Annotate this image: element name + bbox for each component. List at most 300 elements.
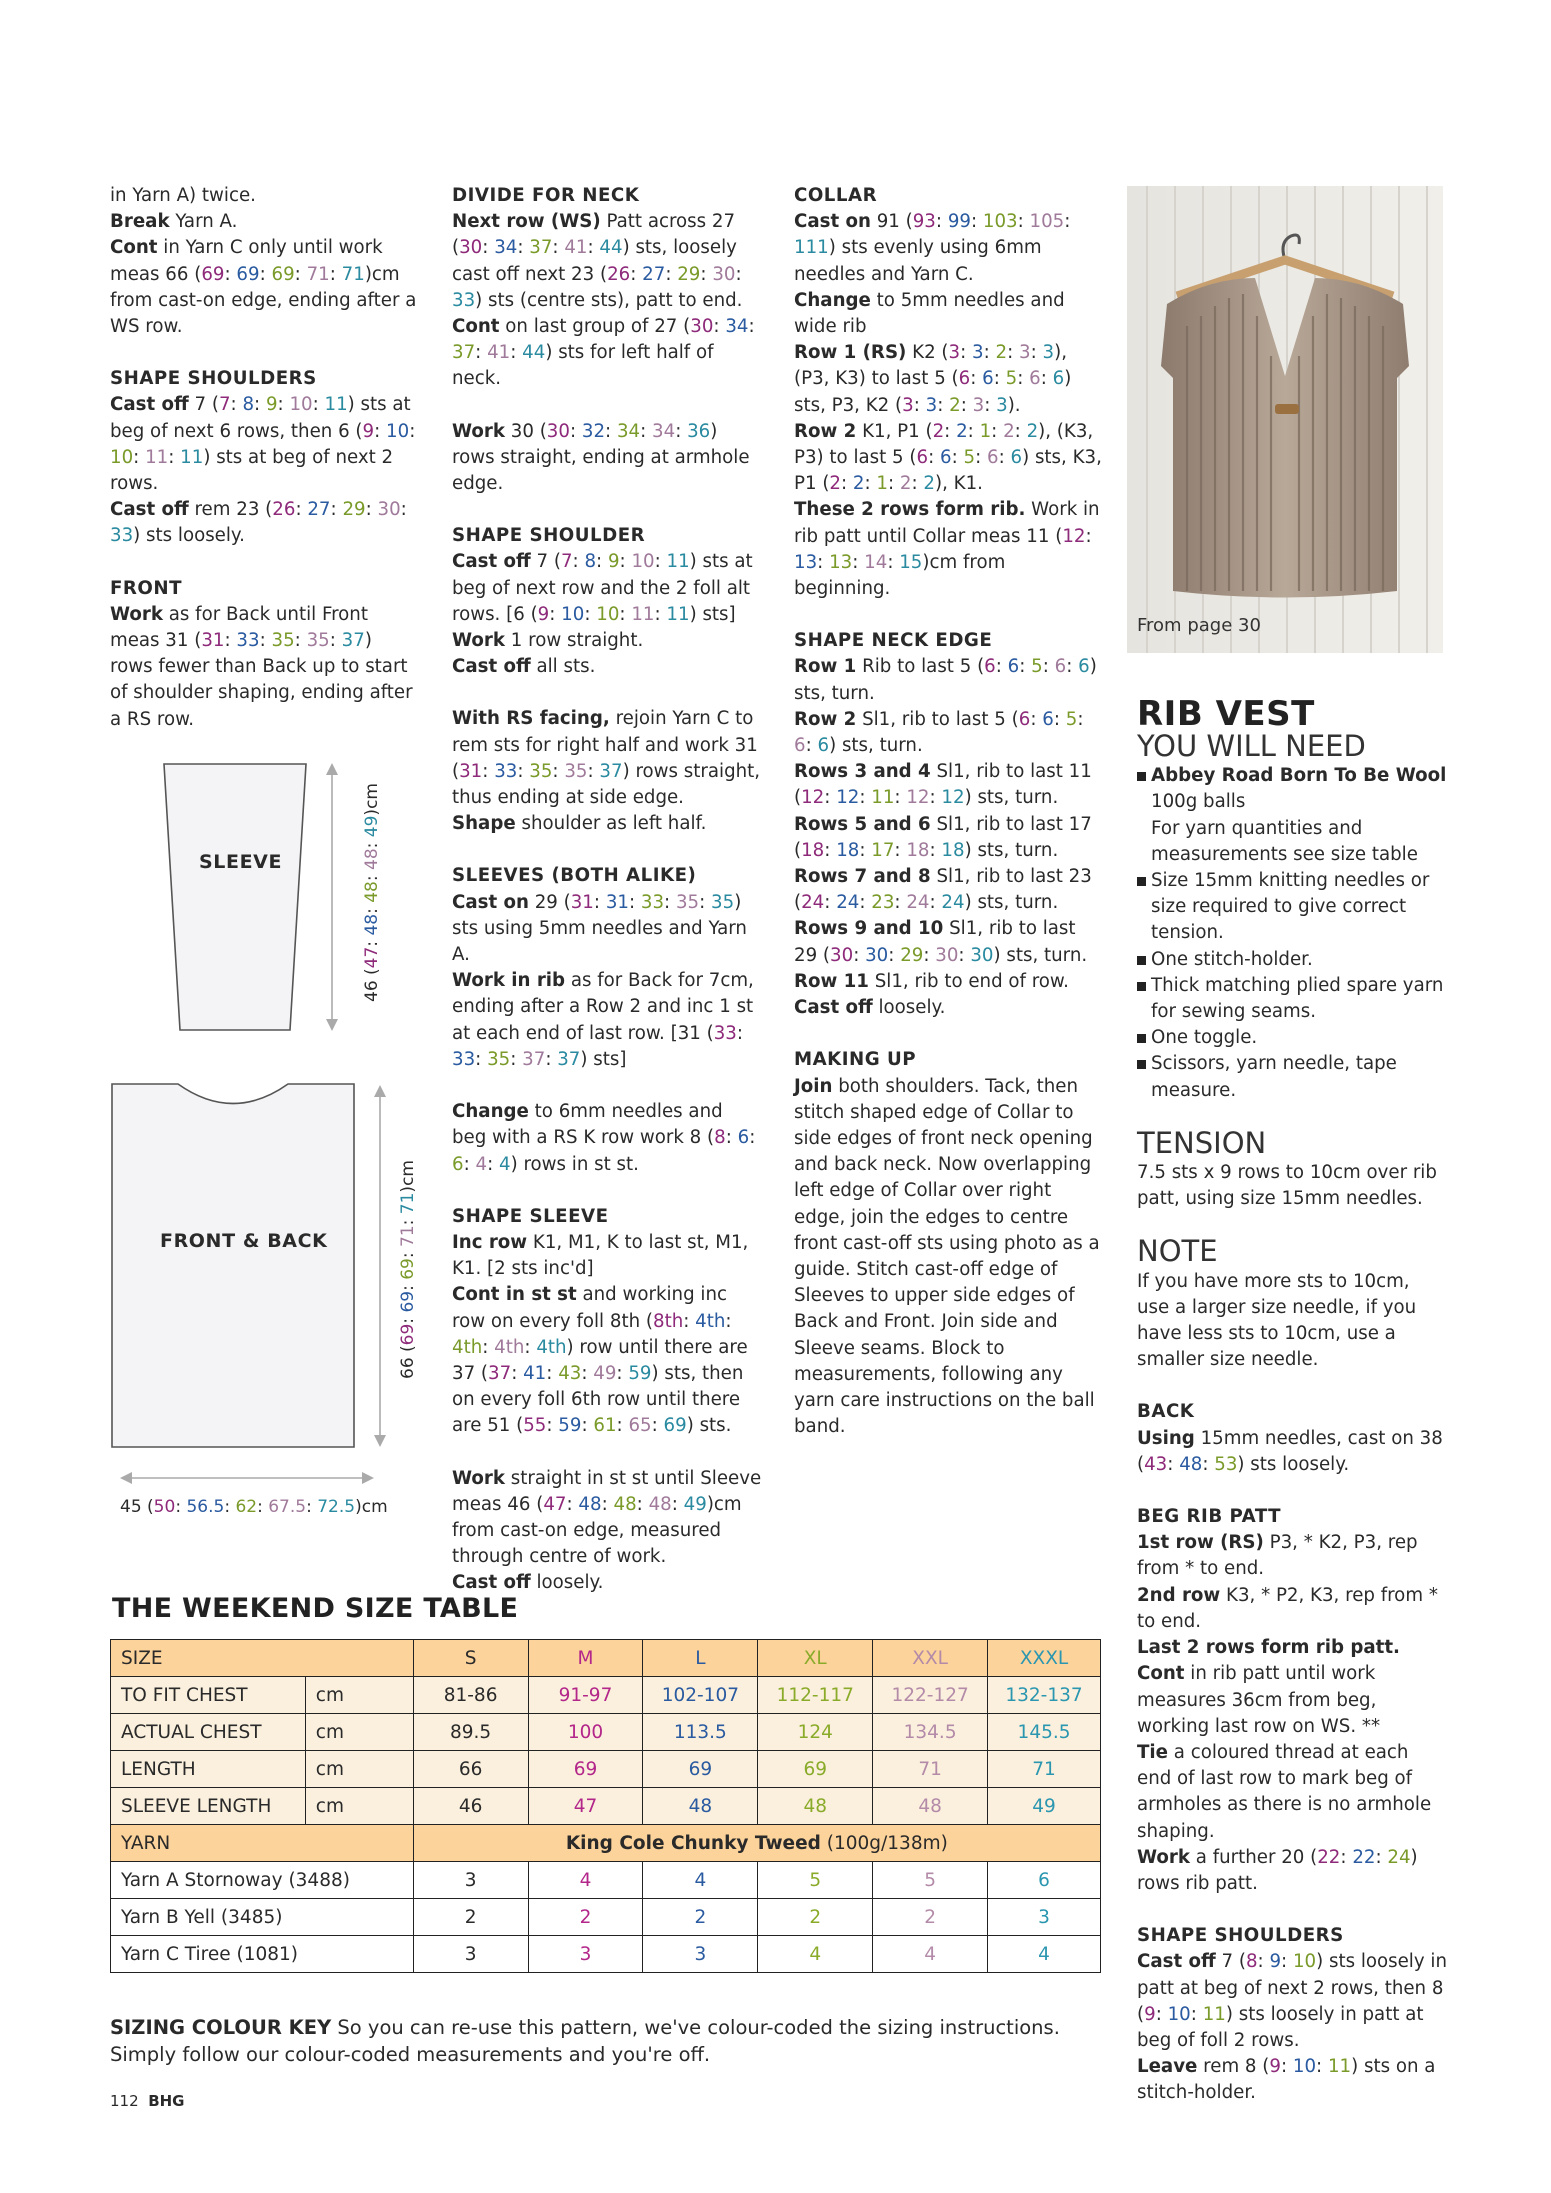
text: ) sts. xyxy=(686,1415,732,1437)
size-xxl: 30 xyxy=(935,944,959,966)
size-l: 34 xyxy=(725,316,749,338)
size-xxl: 30 xyxy=(712,263,736,285)
table-cell: 81-86 xyxy=(413,1677,528,1714)
size-table-title: THE WEEKEND SIZE TABLE xyxy=(112,1593,519,1624)
text: on last group of 27 ( xyxy=(499,316,691,338)
size-xxxl: 49 xyxy=(683,1493,707,1515)
table-cell: 4 xyxy=(758,1936,873,1973)
collar-section: COLLAR Cast on 91 (93: 99: 103: 105: 111) sts evenly using 6mm needles and Yarn C. Change to 5mm needles and wide rib Row 1 (RS) K2 (3: 3: 2: 3: 3), (P3, K3) to last 5 (6: 6: 5: 6: 6) sts, P3, K2 (3: 3: 2: 3: 3). Row 2 K1, P1 (2: 2: 1: 2: 2), (K3, P3) to last 5 (6: 6: 5: 6: 6) sts, K3, P1 (2: 2: 1: 2: 2), K1. These 2 rows form rib. Work in rib patt until Collar meas 11 (12: 13: 13: 14: 15)cm from beginning. xyxy=(794,183,1104,602)
size-xxl: 41 xyxy=(564,237,588,259)
text: ) sts] xyxy=(580,1048,627,1070)
text: ) rows fewer than Back up to start of shoulder shaping, ending after a RS row. xyxy=(110,630,413,730)
size-l: 24 xyxy=(836,892,860,914)
text: to 5mm needles and wide rib xyxy=(794,289,1065,338)
size-table xyxy=(110,1639,1101,1973)
size-xl: 29 xyxy=(342,499,366,521)
size-l: 69 xyxy=(236,263,260,285)
size-m: 26 xyxy=(272,499,296,521)
keyword: Rows 9 and 10 xyxy=(794,918,944,940)
text: both shoulders. Tack, then stitch shaped edge of Collar to side edges of front neck opening and back neck. Now overlapping left edge of Collar over right edge, join the edges to centre front cast-off sts using photo as a guide. Stitch cast-off edge of Sleeves to upper side edges of Back and Front. Join side and Sleeve seams. Block to measurements, following any yarn care instructions on the ball band. xyxy=(794,1075,1100,1438)
shape-neck-edge-section: SHAPE NECK EDGE Row 1 Rib to last 5 (6: 6: 5: 6: 6) sts, turn. Row 2 Sl1, rib to last 5 (6: 6: 5: 6: 6) sts, turn. Rows 3 and 4 Sl1, rib to last 11 (12: 12: 11: 12: 12) sts, turn. Rows 5 and 6 Sl1, rib to last 17 (18: 18: 17: 18: 18) sts, turn. Rows 7 and 8 Sl1, rib to last 23 (24: 24: 23: 24: 24) sts, turn. Rows 9 and 10 Sl1, rib to last 29 (30: 30: 29: 30: 30) sts, turn. Row 11 Sl1, rib to end of row. Cast off loosely. xyxy=(794,628,1104,1021)
text: loosely. xyxy=(872,997,946,1019)
arrow-head-left xyxy=(120,1472,132,1484)
size-xxl: 48 xyxy=(362,848,382,870)
size-l: 3 xyxy=(972,342,984,364)
front-back-label: FRONT & BACK xyxy=(160,1230,328,1252)
table-cell: 4 xyxy=(988,1936,1101,1973)
size-xxl: 65 xyxy=(628,1415,652,1437)
keyword: Work xyxy=(452,1467,505,1489)
size-xl: 11 xyxy=(871,787,895,809)
size-l: 33 xyxy=(494,760,518,782)
text: Sl1, rib to last 11 ( xyxy=(794,761,1092,809)
back-section: BACK Using 15mm needles, cast on 38 (43: 48: 53) sts loosely. xyxy=(1137,1399,1447,1478)
text: 30 ( xyxy=(504,420,547,442)
size-m: 30 xyxy=(690,316,714,338)
size-xxl: 6 xyxy=(794,735,806,757)
keyword: Inc row xyxy=(452,1231,528,1253)
keyword: Row 11 xyxy=(794,970,869,992)
yarn-name xyxy=(413,1825,1100,1862)
rib-vest-photo xyxy=(1127,186,1443,653)
sizing-colour-key xyxy=(110,2014,1110,2068)
keyword: Row 1 xyxy=(794,656,857,678)
text: ) sts loosely. xyxy=(133,525,245,547)
size-xxl: 3 xyxy=(972,394,985,416)
magazine-name: BHG xyxy=(148,2092,185,2110)
yarn-header-row xyxy=(111,1825,1101,1862)
size-xl: 33 xyxy=(640,891,665,913)
text: ) rows in st st. xyxy=(510,1153,639,1175)
size-l: 2 xyxy=(852,473,865,495)
size-l: 3 xyxy=(925,394,938,416)
size-m: 93 xyxy=(912,211,936,233)
front-back-dimension: 66 (69: 69: 69: 71: 71)cm xyxy=(398,1160,418,1379)
yarn-row xyxy=(111,1936,1101,1973)
size-m: 9 xyxy=(362,420,375,442)
keyword: 2nd row xyxy=(1137,1584,1221,1606)
table-cell: 132-137 xyxy=(988,1677,1101,1714)
size-m: 30 xyxy=(546,420,570,442)
text: ) sts, turn. xyxy=(964,839,1059,861)
size-xl: 13 xyxy=(829,551,853,573)
size-m: 2 xyxy=(829,473,841,495)
text: Sl1, rib to end of row. xyxy=(868,970,1069,992)
size-m: 8 xyxy=(714,1127,726,1149)
size-xxxl: 18 xyxy=(941,839,965,861)
text: ) sts] xyxy=(689,603,736,625)
size-xxl: 71 xyxy=(398,1225,418,1247)
table-cell: 112-117 xyxy=(758,1677,873,1714)
size-xxl: 6 xyxy=(1029,368,1041,390)
size-m: 50 xyxy=(153,1497,176,1517)
size-xl: 29 xyxy=(677,263,701,285)
size-xl: 9 xyxy=(265,394,278,416)
size-xxl: 34 xyxy=(652,420,676,442)
size-l: 13 xyxy=(794,551,818,573)
width-dimension: 45 (50: 56.5: 62: 67.5: 72.5)cm xyxy=(120,1497,388,1517)
size-l: 10 xyxy=(1167,2003,1191,2025)
table-cell: 71 xyxy=(873,1751,988,1788)
size-xxxl: 30 xyxy=(970,944,994,966)
size-xxxl: 3 xyxy=(996,394,1008,416)
size-xxxl: 11 xyxy=(180,446,204,468)
row-label: TO FIT CHEST xyxy=(111,1677,306,1714)
keyword: Tie xyxy=(1137,1741,1168,1763)
yarn-label: YARN xyxy=(111,1825,414,1862)
size-xxxl: 6 xyxy=(1010,447,1023,469)
size-xxxl: 6 xyxy=(1078,656,1090,678)
text: ) sts, then on every foll 6th row until there are 51 ( xyxy=(452,1362,744,1437)
size-m: 37 xyxy=(488,1362,512,1384)
size-xl: 2 xyxy=(995,342,1008,364)
column-1 xyxy=(110,183,420,733)
size-xl: 37 xyxy=(529,237,553,259)
size-xl: 10 xyxy=(1292,1951,1317,1973)
size-m: 69 xyxy=(398,1323,418,1346)
size-l: 99 xyxy=(947,211,971,233)
size-xl: 1 xyxy=(979,420,992,442)
size-l: 12 xyxy=(836,787,860,809)
size-xl: 48 xyxy=(613,1493,637,1515)
table-row xyxy=(111,1751,1101,1788)
yarn-spec: (100g/138m) xyxy=(820,1832,948,1854)
size-xl: 10 xyxy=(110,446,134,468)
size-l: 2 xyxy=(956,420,968,442)
text: Rib to last 5 ( xyxy=(856,656,985,678)
row-unit: cm xyxy=(305,1677,413,1714)
keyword: Cast on xyxy=(452,891,529,913)
size-xl: 29 xyxy=(900,944,924,966)
table-cell: 69 xyxy=(758,1751,873,1788)
keyword: Cast off xyxy=(1137,1951,1216,1973)
text: as for Back for 7cm, ending after a Row 2 and inc 1 st at each end of last row. [31 ( xyxy=(452,970,754,1044)
note-section xyxy=(1137,1234,1447,1373)
size-xxxl: 12 xyxy=(941,787,965,809)
size-xxl: 10 xyxy=(289,394,313,416)
text: K2 ( xyxy=(906,342,949,364)
need-item: One toggle. xyxy=(1137,1025,1447,1051)
table-cell: 2 xyxy=(413,1899,528,1936)
size-xxxl: 24 xyxy=(941,892,965,914)
table-cell: 134.5 xyxy=(873,1714,988,1751)
size-xl: 69 xyxy=(398,1258,418,1280)
text: rem 8 ( xyxy=(1197,2056,1270,2078)
text: 100g balls xyxy=(1151,791,1246,813)
keyword: Cast off xyxy=(452,656,531,678)
size-xxl: 6 xyxy=(1054,656,1067,678)
text: ) sts (centre sts), patt to end. xyxy=(475,289,743,311)
yarn-row-label: Yarn A Stornoway (3488) xyxy=(111,1862,414,1899)
size-xl: 43 xyxy=(558,1362,582,1384)
page-folio xyxy=(110,2092,185,2110)
sleeve-shape xyxy=(164,764,306,1030)
keyword: Rows 3 and 4 xyxy=(794,761,931,783)
keyword: Cast off xyxy=(452,1572,531,1594)
section-heading: SHAPE NECK EDGE xyxy=(794,630,993,652)
keyword: Cast off xyxy=(452,551,531,573)
size-xxxl: 44 xyxy=(599,237,623,259)
need-item: Size 15mm knitting needles or size required to give correct tension. xyxy=(1137,868,1447,947)
size-xxxl: 33 xyxy=(110,525,134,547)
pattern-title: RIB VEST xyxy=(1137,694,1315,734)
size-xxxl: 33 xyxy=(452,289,476,311)
size-m: 3 xyxy=(902,394,914,416)
size-m: 43 xyxy=(1144,1453,1168,1475)
size-m: 6 xyxy=(984,656,996,678)
keyword: Shape xyxy=(452,813,516,835)
keyword: Change xyxy=(452,1101,529,1123)
size-xxxl: 11 xyxy=(666,551,690,573)
size-m: 31 xyxy=(570,891,594,913)
text: ) sts, K3, P1 ( xyxy=(794,447,1102,495)
table-cell: 2 xyxy=(873,1899,988,1936)
section-heading: NOTE xyxy=(1137,1234,1218,1269)
table-cell: 113.5 xyxy=(643,1714,758,1751)
size-xl: 5 xyxy=(1031,656,1043,678)
size-l: 4th xyxy=(695,1310,726,1332)
size-xl: 6 xyxy=(452,1153,464,1175)
beg-rib-patt-section: BEG RIB PATT 1st row (RS) P3, * K2, P3, rep from * to end. 2nd row K3, * P2, K3, rep from * to end. Last 2 rows form rib patt. Cont in rib patt until work measures 36cm from beg, working last row on WS. ** Tie a coloured thread at each end of last row to mark beg of armholes as there is no armhole shaping. Work a further 20 (22: 22: 24) rows rib patt. xyxy=(1137,1504,1447,1897)
text: For yarn quantities and measurements see size table xyxy=(1151,817,1418,865)
text: Sl1, rib to last 23 ( xyxy=(794,866,1092,914)
size-m: 31 xyxy=(459,760,483,782)
toggle xyxy=(1275,404,1299,414)
size-xxxl: 37 xyxy=(599,760,623,782)
size-xxxl: 11 xyxy=(324,394,348,416)
width-arrow xyxy=(118,1468,378,1488)
size-m: 3 xyxy=(948,342,961,364)
size-xxl: 41 xyxy=(487,342,511,364)
size-l: 30 xyxy=(865,944,889,966)
size-header-xxxl: XXXL xyxy=(988,1640,1101,1677)
table-cell: 66 xyxy=(413,1751,528,1788)
size-l: 10 xyxy=(386,420,410,442)
size-m: 6 xyxy=(1018,708,1031,730)
text: in Yarn A) twice. xyxy=(110,185,256,206)
text: Patt across 27 ( xyxy=(452,211,736,259)
table-cell: 48 xyxy=(643,1788,758,1825)
you-will-need-section xyxy=(1137,729,1447,1104)
size-m: 47 xyxy=(362,946,382,969)
text: ) sts on a stitch-holder. xyxy=(1137,2056,1436,2104)
keyword: Join xyxy=(794,1075,833,1097)
text: ) rows straight, ending at armhole edge. xyxy=(452,420,750,495)
instruction-para: Work 30 (30: 32: 34: 34: 36) rows straight, ending at armhole edge. xyxy=(452,420,750,495)
text: )cm from cast-on edge, measured through centre of work. xyxy=(452,1493,742,1568)
table-cell: 124 xyxy=(758,1714,873,1751)
section-heading: SHAPE SHOULDERS xyxy=(1137,1925,1344,1947)
size-xxxl: 71 xyxy=(398,1192,418,1215)
size-xxl: 11 xyxy=(145,446,169,468)
keyword: Cont xyxy=(1137,1663,1185,1685)
size-xxl: 37 xyxy=(522,1048,546,1070)
keyword: With RS facing, xyxy=(452,708,610,730)
text: loosely. xyxy=(530,1572,604,1594)
table-cell: 122-127 xyxy=(873,1677,988,1714)
page-number: 112 xyxy=(110,2092,139,2110)
size-header-xxl: XXL xyxy=(873,1640,988,1677)
table-cell: 47 xyxy=(528,1788,643,1825)
size-xxl: 4 xyxy=(475,1153,488,1175)
size-xxxl: 36 xyxy=(687,420,711,442)
size-l: 33 xyxy=(236,630,260,652)
size-l: 18 xyxy=(836,839,860,861)
text: ), (P3, K3) to last 5 ( xyxy=(794,342,1067,390)
size-xxl: 49 xyxy=(593,1362,617,1384)
size-xxxl: 72.5 xyxy=(317,1497,356,1517)
size-xxl: 10 xyxy=(631,551,655,573)
text: ) rows rib patt. xyxy=(1137,1846,1418,1894)
table-row xyxy=(111,1788,1101,1825)
size-xxl: 2 xyxy=(899,473,912,495)
size-l: 33 xyxy=(452,1048,476,1070)
keyword: Work xyxy=(1137,1846,1190,1868)
text: 7.5 sts x 9 rows to 10cm over rib patt, using size 15mm needles. xyxy=(1137,1162,1437,1210)
text: ) sts at beg of next 2 rows. xyxy=(110,446,394,495)
arrow-head-down xyxy=(326,1019,338,1031)
keyword: Cont xyxy=(110,237,158,259)
keyword: Row 1 (RS) xyxy=(794,342,907,364)
size-xl: 17 xyxy=(871,839,895,861)
section-heading: YOU WILL NEED xyxy=(1137,729,1366,763)
text: ) sts loosely. xyxy=(1237,1453,1350,1475)
keyword: Rows 7 and 8 xyxy=(794,866,931,888)
text: all sts. xyxy=(530,656,596,678)
keyword: Cont in st st xyxy=(452,1284,577,1306)
text: 1 row straight. xyxy=(504,630,644,652)
size-m: 9 xyxy=(537,603,550,625)
instruction-para: Change to 6mm needles and beg with a RS K row work 8 (8: 6: 6: 4: 4) rows in st st. xyxy=(452,1101,756,1175)
text: to 6mm needles and beg with a RS K row work 8 ( xyxy=(452,1101,723,1149)
body-shape xyxy=(112,1084,354,1447)
row-unit: cm xyxy=(305,1751,413,1788)
size-l: 56.5 xyxy=(186,1497,225,1517)
need-item: Scissors, yarn needle, tape measure. xyxy=(1137,1051,1447,1103)
divide-for-neck-section: DIVIDE FOR NECK Next row (WS) Patt across 27 (30: 34: 37: 41: 44) sts, loosely cast off next 23 (26: 27: 29: 30: 33) sts (centre sts), patt to end. Cont on last group of 27 (30: 34: 37: 41: 44) sts for left half of neck. xyxy=(452,183,762,393)
text: rem 23 ( xyxy=(188,499,273,521)
size-xl: 48 xyxy=(362,881,382,903)
size-xl: 23 xyxy=(871,892,895,914)
text: ) sts at beg of next row and the 2 foll alt rows. [6 ( xyxy=(452,551,753,625)
text: 29 ( xyxy=(528,891,571,913)
size-xxxl: 3 xyxy=(1042,342,1055,364)
sleeve-dimension: 46 (47: 48: 48: 48: 49)cm xyxy=(362,783,382,1002)
size-l: 8 xyxy=(584,551,597,573)
section-heading: DIVIDE FOR NECK xyxy=(452,185,640,206)
size-m: 2 xyxy=(932,420,945,442)
instruction-para: in Yarn A) twice. Break Yarn A. Cont in Yarn C only until work meas 66 (69: 69: 69: 71: 71)cm from cast-on edge, ending after a WS row. xyxy=(110,183,420,340)
size-xxxl: 71 xyxy=(341,263,365,285)
size-l: 8 xyxy=(242,394,255,416)
size-xl: 53 xyxy=(1214,1453,1238,1475)
size-l: 6 xyxy=(940,447,952,469)
keyword: Cast off xyxy=(110,394,189,416)
keyword: Change xyxy=(794,289,871,311)
size-l: 27 xyxy=(642,263,666,285)
text: P3, * K2, P3, rep from * to end. xyxy=(1137,1532,1418,1580)
size-xl: 24 xyxy=(1387,1846,1411,1868)
text: Sl1, rib to last 17 ( xyxy=(794,813,1092,861)
size-xxl: 6 xyxy=(987,447,999,469)
row-label: ACTUAL CHEST xyxy=(111,1714,306,1751)
size-l: 59 xyxy=(558,1415,582,1437)
size-xxxl: 44 xyxy=(522,342,546,364)
text: ) sts at beg of next 6 rows, then 6 ( xyxy=(110,394,411,442)
size-m: 8th xyxy=(653,1310,684,1332)
section-heading: BACK xyxy=(1137,1401,1195,1423)
sleeve-label: SLEEVE xyxy=(199,851,283,873)
photo-caption: From page 30 xyxy=(1137,615,1261,636)
size-m: 6 xyxy=(916,447,929,469)
size-header-s: S xyxy=(413,1640,528,1677)
size-xxl: 35 xyxy=(675,891,700,913)
size-m: 9 xyxy=(1269,2056,1281,2078)
size-xxl: 67.5 xyxy=(268,1497,307,1517)
size-m: 8 xyxy=(1245,1951,1258,1973)
table-cell: 69 xyxy=(643,1751,758,1788)
size-xxl: 14 xyxy=(864,551,888,573)
need-item: One stitch-holder. xyxy=(1137,947,1447,973)
size-xl: 11 xyxy=(1202,2003,1226,2025)
shape-shoulders-section: SHAPE SHOULDERS Cast off 7 (7: 8: 9: 10: 11) sts at beg of next 6 rows, then 6 (9: 10: 10: 11: 11) sts at beg of next 2 rows. Cast off rem 23 (26: 27: 29: 30: 33) sts loosely. xyxy=(110,366,420,549)
text: Work in rib patt until Collar meas 11 ( xyxy=(794,499,1100,547)
size-header-l: L xyxy=(643,1640,758,1677)
text: )cm from cast-on edge, ending after a WS row. xyxy=(110,263,417,338)
size-xxl: 4th xyxy=(494,1336,525,1358)
text: )cm from beginning. xyxy=(794,551,1006,600)
text: a further 20 ( xyxy=(1189,1846,1318,1868)
size-m: 69 xyxy=(201,263,225,285)
text: Yarn A. xyxy=(169,211,238,233)
text: ) sts using 5mm needles and Yarn A. xyxy=(452,891,747,966)
table-cell: 3 xyxy=(413,1936,528,1973)
text: ) sts, P3, K2 ( xyxy=(794,368,1072,416)
size-m: 26 xyxy=(607,263,631,285)
keyword: Row 2 xyxy=(794,420,857,442)
yarn-brand: King Cole Chunky Tweed xyxy=(565,1832,821,1854)
key-text: So you can re-use this pattern, we've colour-coded the sizing instructions. Simply follow our colour-coded measurements and you're off. xyxy=(110,2016,1060,2066)
size-xxl: 3 xyxy=(1019,342,1031,364)
size-xl: 35 xyxy=(271,630,295,652)
keyword: Break xyxy=(110,211,170,233)
text: in rib patt until work measures 36cm from beg, working last row on WS. ** xyxy=(1137,1663,1381,1737)
size-xl: 2 xyxy=(949,394,961,416)
sleeves-section: SLEEVES (BOTH ALIKE) Cast on 29 (31: 31: 33: 35: 35) sts using 5mm needles and Yarn A. Work in rib as for Back for 7cm, ending after a Row 2 and inc 1 st at each end of last row. [31 (33: 33: 35: 37: 37) sts] xyxy=(452,863,762,1073)
table-cell: 2 xyxy=(528,1899,643,1936)
size-xl: 5 xyxy=(1005,368,1018,390)
size-xxxl: 15 xyxy=(899,551,923,573)
keyword: These 2 rows form rib. xyxy=(794,499,1026,521)
text: ) sts, turn. xyxy=(993,944,1088,966)
size-xxxl: 6 xyxy=(1052,368,1065,390)
size-m: 6 xyxy=(958,368,971,390)
text: straight in st st until Sleeve meas 46 ( xyxy=(452,1467,762,1515)
text: ) rows straight, thus ending at side edge. xyxy=(452,760,761,809)
column-4 xyxy=(1137,729,1447,2107)
text: K3, * P2, K3, rep from * to end. xyxy=(1137,1584,1438,1632)
size-m: 18 xyxy=(801,839,825,861)
text: ) sts, turn. xyxy=(794,656,1097,704)
size-xl: 34 xyxy=(616,420,641,442)
size-xxl: 24 xyxy=(906,892,930,914)
size-l: 32 xyxy=(581,420,606,442)
table-cell: 5 xyxy=(873,1862,988,1899)
row-label: LENGTH xyxy=(111,1751,306,1788)
text: shoulder as left half. xyxy=(515,813,707,835)
size-l: 6 xyxy=(1007,656,1020,678)
size-xl: 37 xyxy=(452,342,476,364)
